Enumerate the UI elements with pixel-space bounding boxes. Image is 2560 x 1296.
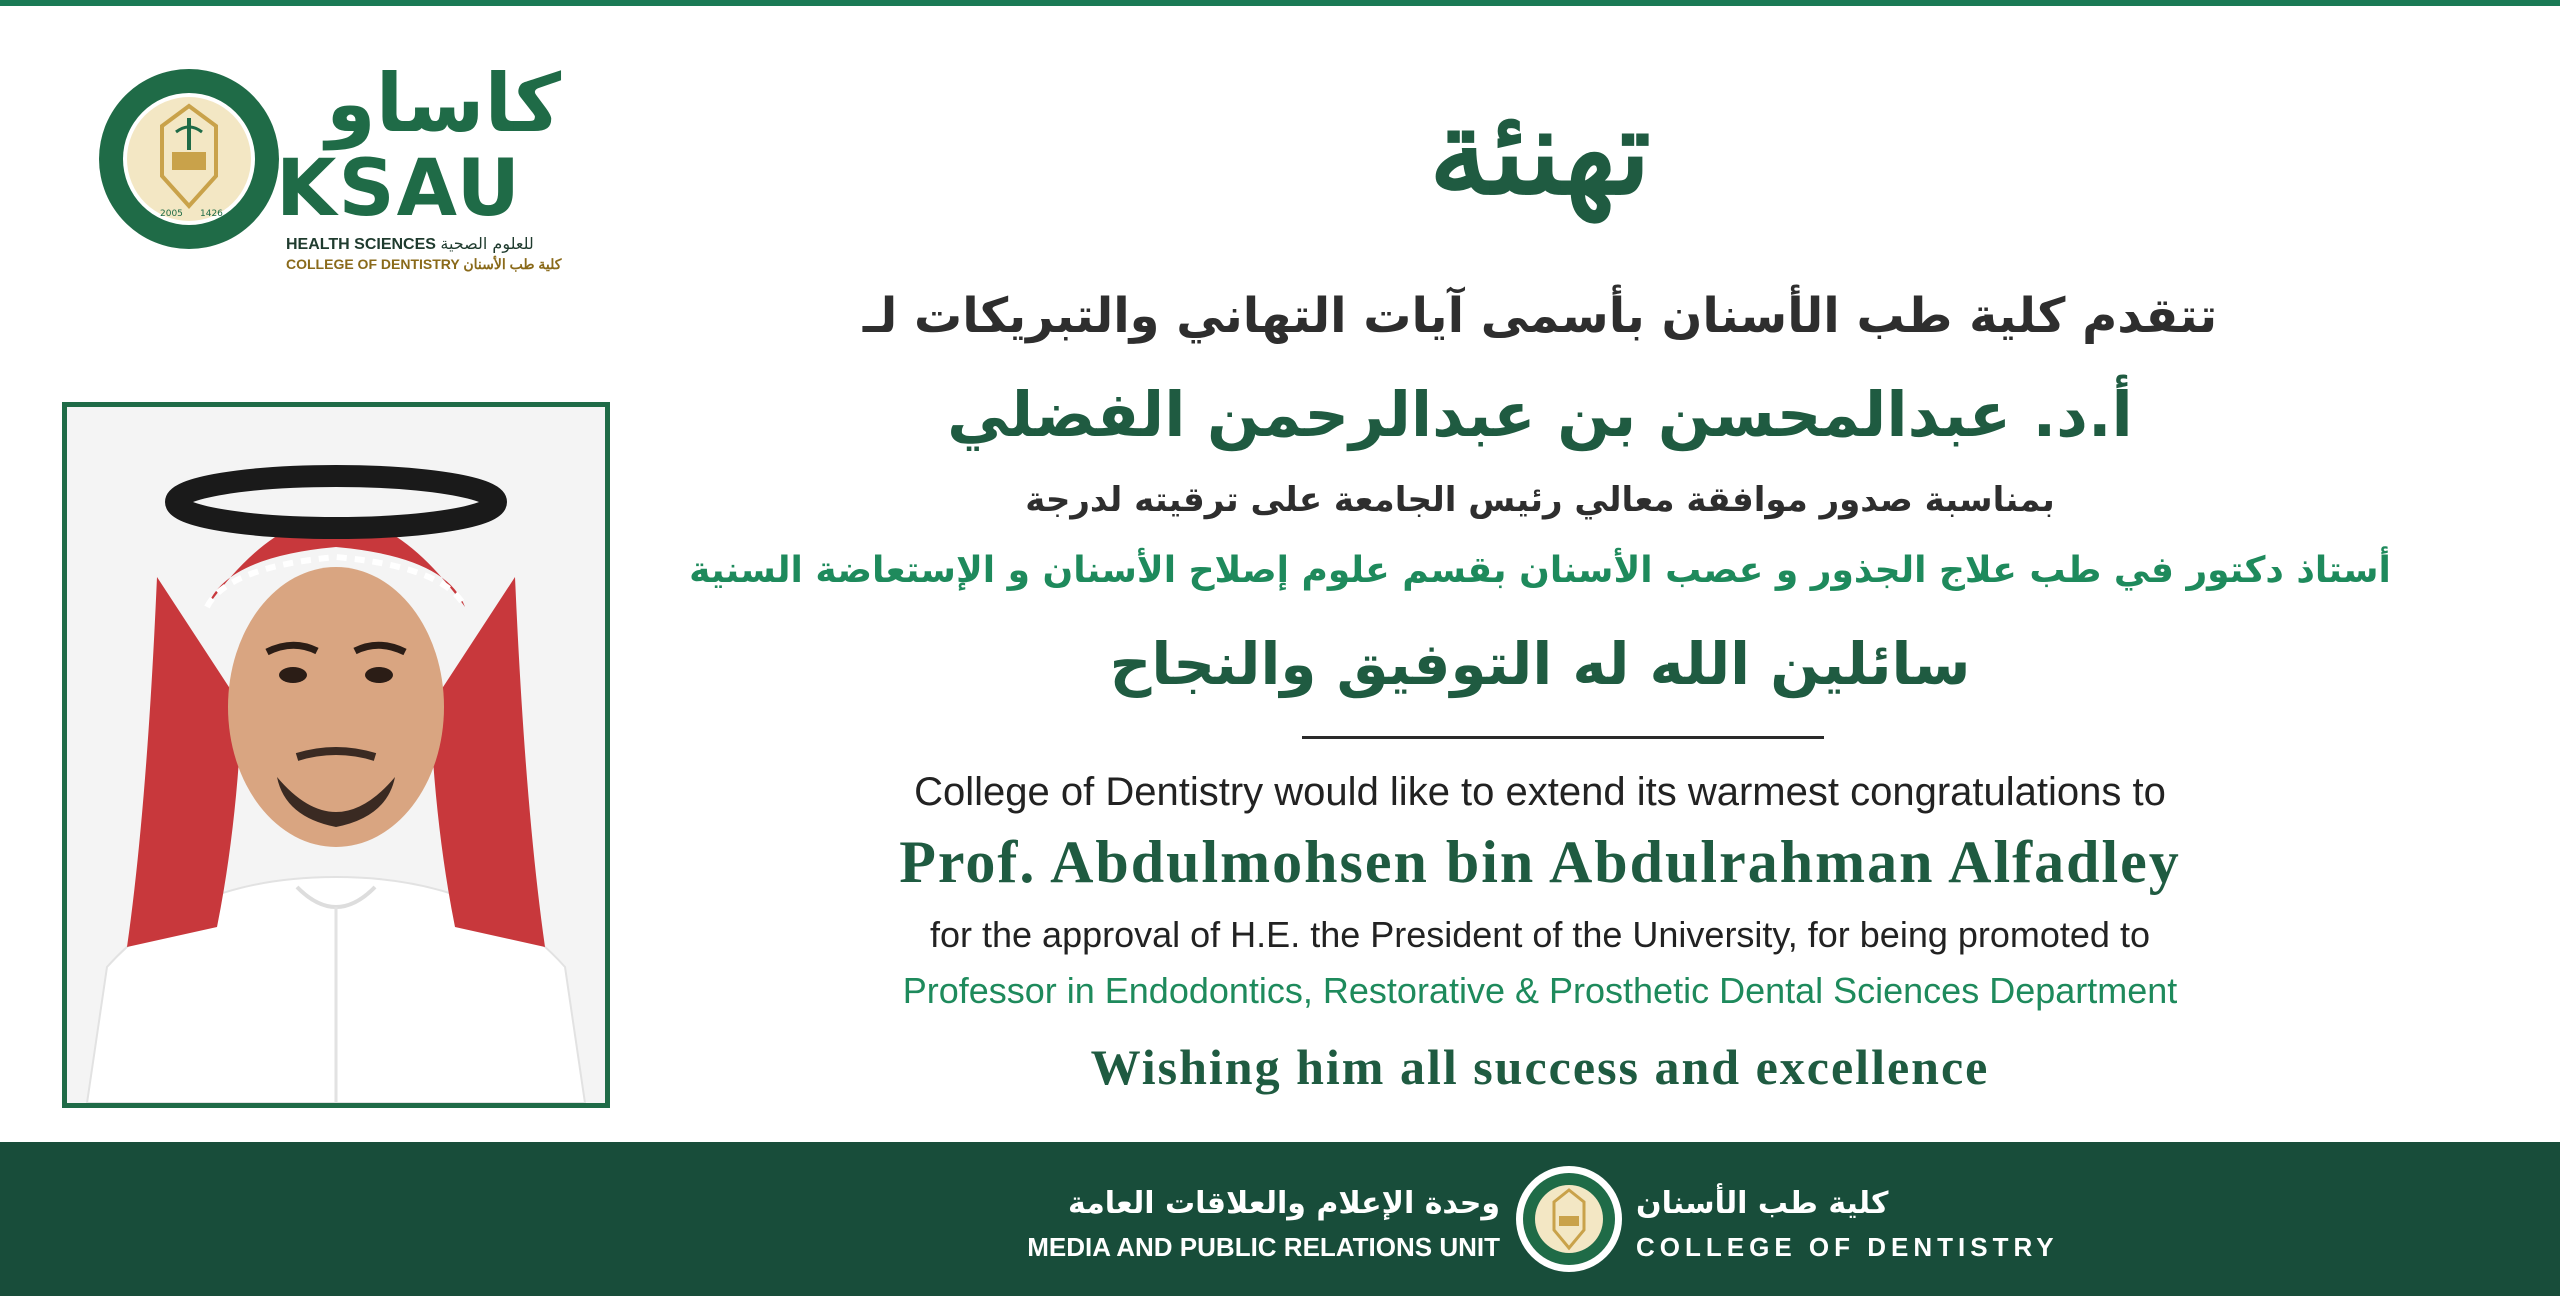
logo-college: [286, 256, 561, 273]
english-rank-line: Professor in Endodontics, Restorative & Prosthetic Dental Sciences Department: [902, 970, 2178, 1011]
footer-unit-arabic: وحدة الإعلام والعلاقات العامة: [1068, 1186, 1500, 1221]
section-divider: [1302, 736, 1824, 739]
portrait-photo: [62, 402, 610, 1108]
footer-unit-english: MEDIA AND PUBLIC RELATIONS UNIT: [1027, 1232, 1500, 1262]
arabic-intro-line: تتقدم كلية طب الأسنان بأسمى آيات التهاني والتبريكات لـ: [862, 288, 2218, 344]
logo-health-sciences-en: HEALTH SCIENCES: [286, 236, 436, 253]
logo-college-en: COLLEGE OF DENTISTRY: [286, 256, 460, 272]
arabic-wishes-line: سائلين الله له التوفيق والنجاح: [1109, 630, 1971, 698]
logo-arabic-name: كاساو: [326, 57, 561, 150]
footer-college-english: COLLEGE OF DENTISTRY: [1636, 1232, 2059, 1262]
top-accent-stripe: [0, 0, 2560, 6]
logo-college-ar: كلية طب الأسنان: [463, 256, 562, 272]
arabic-honoree-name: أ.د. عبدالمحسن بن عبدالرحمن الفضلي: [947, 378, 2133, 451]
seal-year-right: 1426: [200, 209, 223, 219]
english-honoree-name: Prof. Abdulmohsen bin Abdulrahman Alfadley: [899, 829, 2181, 895]
ksau-logo: [96, 57, 566, 272]
seal-year-left: 2005: [160, 209, 183, 219]
arabic-rank-line: أستاذ دكتور في طب علاج الجذور و عصب الأسنان بقسم علوم إصلاح الأسنان و الإستعاضة السنية: [689, 550, 2391, 591]
footer-college-arabic: كلية طب الأسنان: [1636, 1186, 1889, 1221]
arabic-occasion-line: بمناسبة صدور موافقة معالي رئيس الجامعة على ترقيته لدرجة: [1025, 480, 2055, 520]
logo-health-sciences-ar: للعلوم الصحية: [440, 234, 534, 253]
english-intro-line: College of Dentistry would like to extend its warmest congratulations to: [914, 770, 2166, 814]
arabic-heading: تهنئة: [1429, 82, 1651, 221]
portrait-illustration: [67, 407, 605, 1103]
logo-health-sciences: [286, 234, 534, 254]
english-wishes-line: Wishing him all success and excellence: [1090, 1039, 1990, 1095]
university-seal-icon: [96, 66, 282, 252]
footer-seal-icon: [1514, 1164, 1624, 1274]
english-occasion-line: for the approval of H.E. the President of the University, for being promoted to: [930, 914, 2150, 955]
logo-latin-name: KSAU: [276, 144, 522, 234]
